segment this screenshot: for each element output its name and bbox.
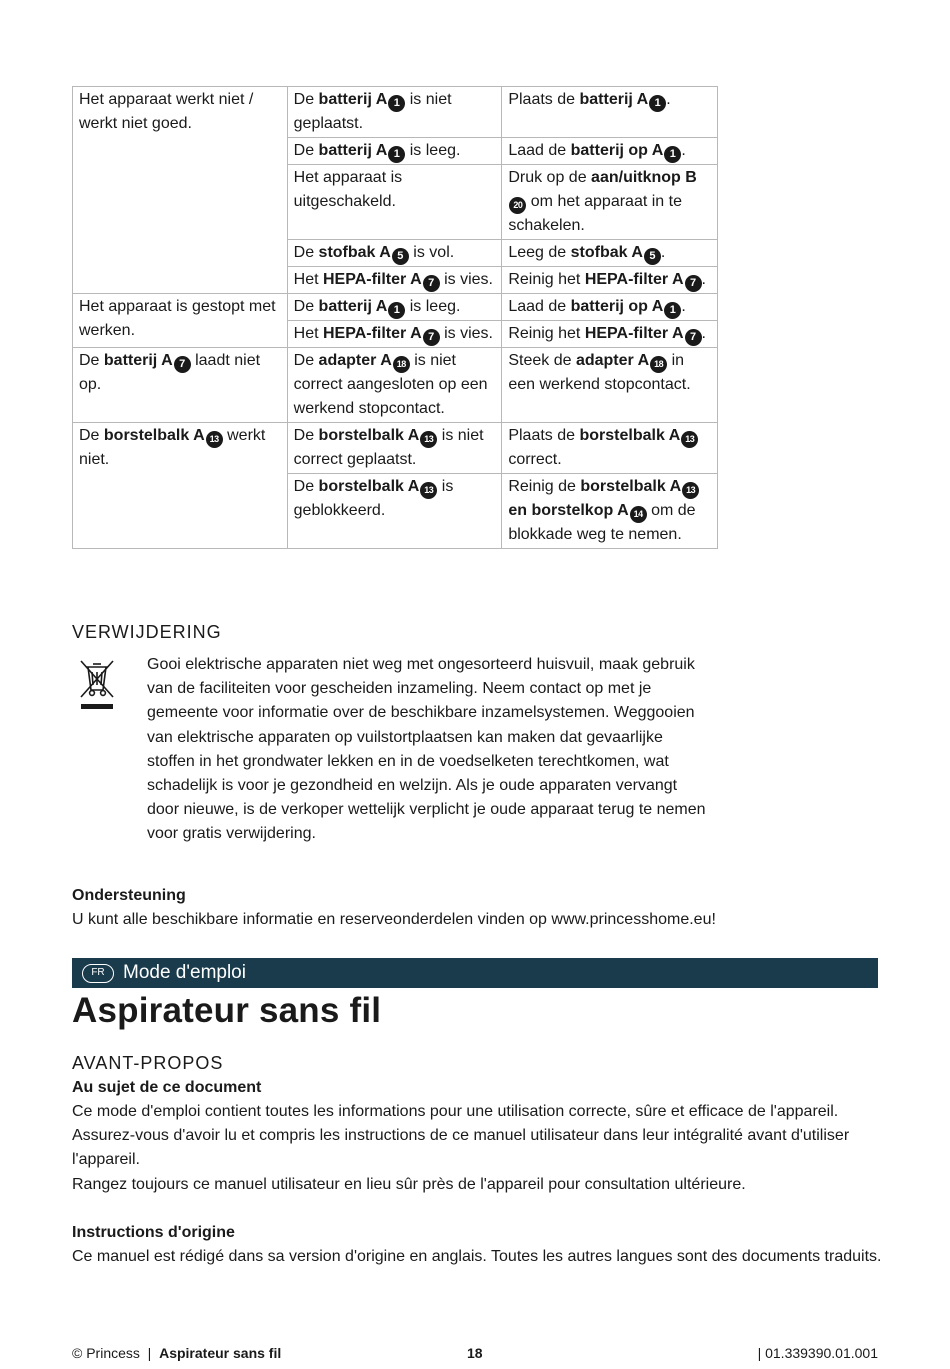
- about-paragraph: Rangez toujours ce manuel utilisateur en lieu sûr près de l'appareil pour consultation ultérieure.: [72, 1175, 746, 1193]
- cause-cell: De batterij A 1 is leeg.: [287, 294, 502, 321]
- part-number-badge: 1: [388, 146, 405, 163]
- solution-cell: Plaats de borstelbalk A 13 correct.: [502, 423, 718, 474]
- document-title: Aspirateur sans fil: [72, 991, 382, 1030]
- part-number-badge: 14: [630, 506, 647, 523]
- foreword-heading: AVANT-PROPOS: [72, 1053, 224, 1073]
- disposal-text: Gooi elektrische apparaten niet weg met ongesorteerd huisvuil, maak gebruik van de faciliteiten voor gescheiden inzameling. Neem contact op met je gemeente voor informatie over de beschikbare inzamelsystemen. Weggooien van elektrische apparaten op vuilstortplaatsen kan maken dat gevaarlijke stoffen in het grondwater lekken en in de voedselketen terechtkomen, wat schadelijk is voor je gezondheid en welzijn. Als je oude apparaten vervangt door nieuwe, is de verkoper wettelijk verplicht je oude apparaat terug te nemen voor gratis verwijdering.: [147, 656, 706, 843]
- cause-cell: Het HEPA-filter A 7 is vies.: [287, 321, 502, 348]
- problem-cell: De borstelbalk A 13 werkt niet.: [73, 423, 288, 549]
- part-number-badge: 5: [644, 248, 661, 265]
- troubleshooting-table: [72, 86, 718, 549]
- table-row: [73, 294, 718, 321]
- solution-cell: Reinig het HEPA-filter A 7 .: [502, 321, 718, 348]
- original-instructions-heading: Instructions d'origine: [72, 1224, 235, 1241]
- part-number-badge: 13: [681, 431, 698, 448]
- cause-cell: De batterij A 1 is niet geplaatst.: [287, 87, 502, 138]
- solution-cell: Steek de adapter A 18 in een werkend stopcontact.: [502, 348, 718, 423]
- about-paragraph: Assurez-vous d'avoir lu et compris les instructions de ce manuel utilisateur dans leur intégralité avant d'utiliser l'appareil.: [72, 1127, 850, 1169]
- solution-cell: Reinig de borstelbalk A 13 en borstelkop A 14 om de blokkade weg te nemen.: [502, 474, 718, 549]
- part-number-badge: 1: [388, 95, 405, 112]
- cause-cell: De batterij A 1 is leeg.: [287, 138, 502, 165]
- part-number-badge: 7: [685, 275, 702, 292]
- table-row: [73, 348, 718, 423]
- language-code-badge: FR: [82, 964, 114, 983]
- part-number-badge: 1: [649, 95, 666, 112]
- part-number-badge: 7: [423, 275, 440, 292]
- part-number-badge: 13: [206, 431, 223, 448]
- original-instructions-text: Ce manuel est rédigé dans sa version d'origine en anglais. Toutes les autres langues sont des documents traduits.: [72, 1248, 882, 1265]
- cause-cell: De borstelbalk A 13 is geblokkeerd.: [287, 474, 502, 549]
- part-number-badge: 1: [388, 302, 405, 319]
- support-heading: Ondersteuning: [72, 887, 186, 904]
- support-text: U kunt alle beschikbare informatie en reserveonderdelen vinden op www.princesshome.eu!: [72, 911, 716, 928]
- footer-brand: © Princess | Aspirateur sans fil: [72, 1345, 282, 1361]
- part-number-badge: 5: [392, 248, 409, 265]
- part-number-badge: 18: [650, 356, 667, 373]
- part-number-badge: 18: [393, 356, 410, 373]
- about-paragraph: Ce mode d'emploi contient toutes les informations pour une utilisation correcte, sûre et efficace de l'appareil.: [72, 1103, 839, 1120]
- part-number-badge: 7: [423, 329, 440, 346]
- part-number-badge: 7: [174, 356, 191, 373]
- solution-cell: Laad de batterij op A 1 .: [502, 294, 718, 321]
- footer-doc-code: | 01.339390.01.001: [757, 1345, 878, 1361]
- table-row: [73, 423, 718, 474]
- about-document-heading: Au sujet de ce document: [72, 1079, 262, 1096]
- table-row: [73, 87, 718, 138]
- solution-cell: Laad de batterij op A 1 .: [502, 138, 718, 165]
- solution-cell: Plaats de batterij A 1 .: [502, 87, 718, 138]
- problem-cell: De batterij A 7 laadt niet op.: [73, 348, 288, 423]
- language-bar-title: Mode d'emploi: [123, 962, 246, 983]
- part-number-badge: 1: [664, 302, 681, 319]
- cause-cell: Het apparaat is uitgeschakeld.: [287, 165, 502, 240]
- language-bar: [72, 958, 878, 988]
- about-document-text: [72, 1100, 887, 1197]
- problem-cell: Het apparaat is gestopt met werken.: [73, 294, 288, 348]
- cause-cell: De stofbak A 5 is vol.: [287, 240, 502, 267]
- disposal-heading: VERWIJDERING: [72, 622, 222, 642]
- part-number-badge: 13: [420, 482, 437, 499]
- weee-crossed-bin-icon: [78, 657, 116, 713]
- cause-cell: De borstelbalk A 13 is niet correct geplaatst.: [287, 423, 502, 474]
- part-number-badge: 13: [420, 431, 437, 448]
- part-number-badge: 20: [509, 197, 526, 214]
- solution-cell: Druk op de aan/uitknop B20 om het apparaat in te schakelen.: [502, 165, 718, 240]
- part-number-badge: 7: [685, 329, 702, 346]
- footer-page-number: 18: [467, 1345, 483, 1361]
- cause-cell: De adapter A 18 is niet correct aangesloten op een werkend stopcontact.: [287, 348, 502, 423]
- problem-cell: Het apparaat werkt niet / werkt niet goed.: [73, 87, 288, 294]
- solution-cell: Reinig het HEPA-filter A 7 .: [502, 267, 718, 294]
- part-number-badge: 1: [664, 146, 681, 163]
- part-number-badge: 13: [682, 482, 699, 499]
- cause-cell: Het HEPA-filter A 7 is vies.: [287, 267, 502, 294]
- solution-cell: Leeg de stofbak A 5 .: [502, 240, 718, 267]
